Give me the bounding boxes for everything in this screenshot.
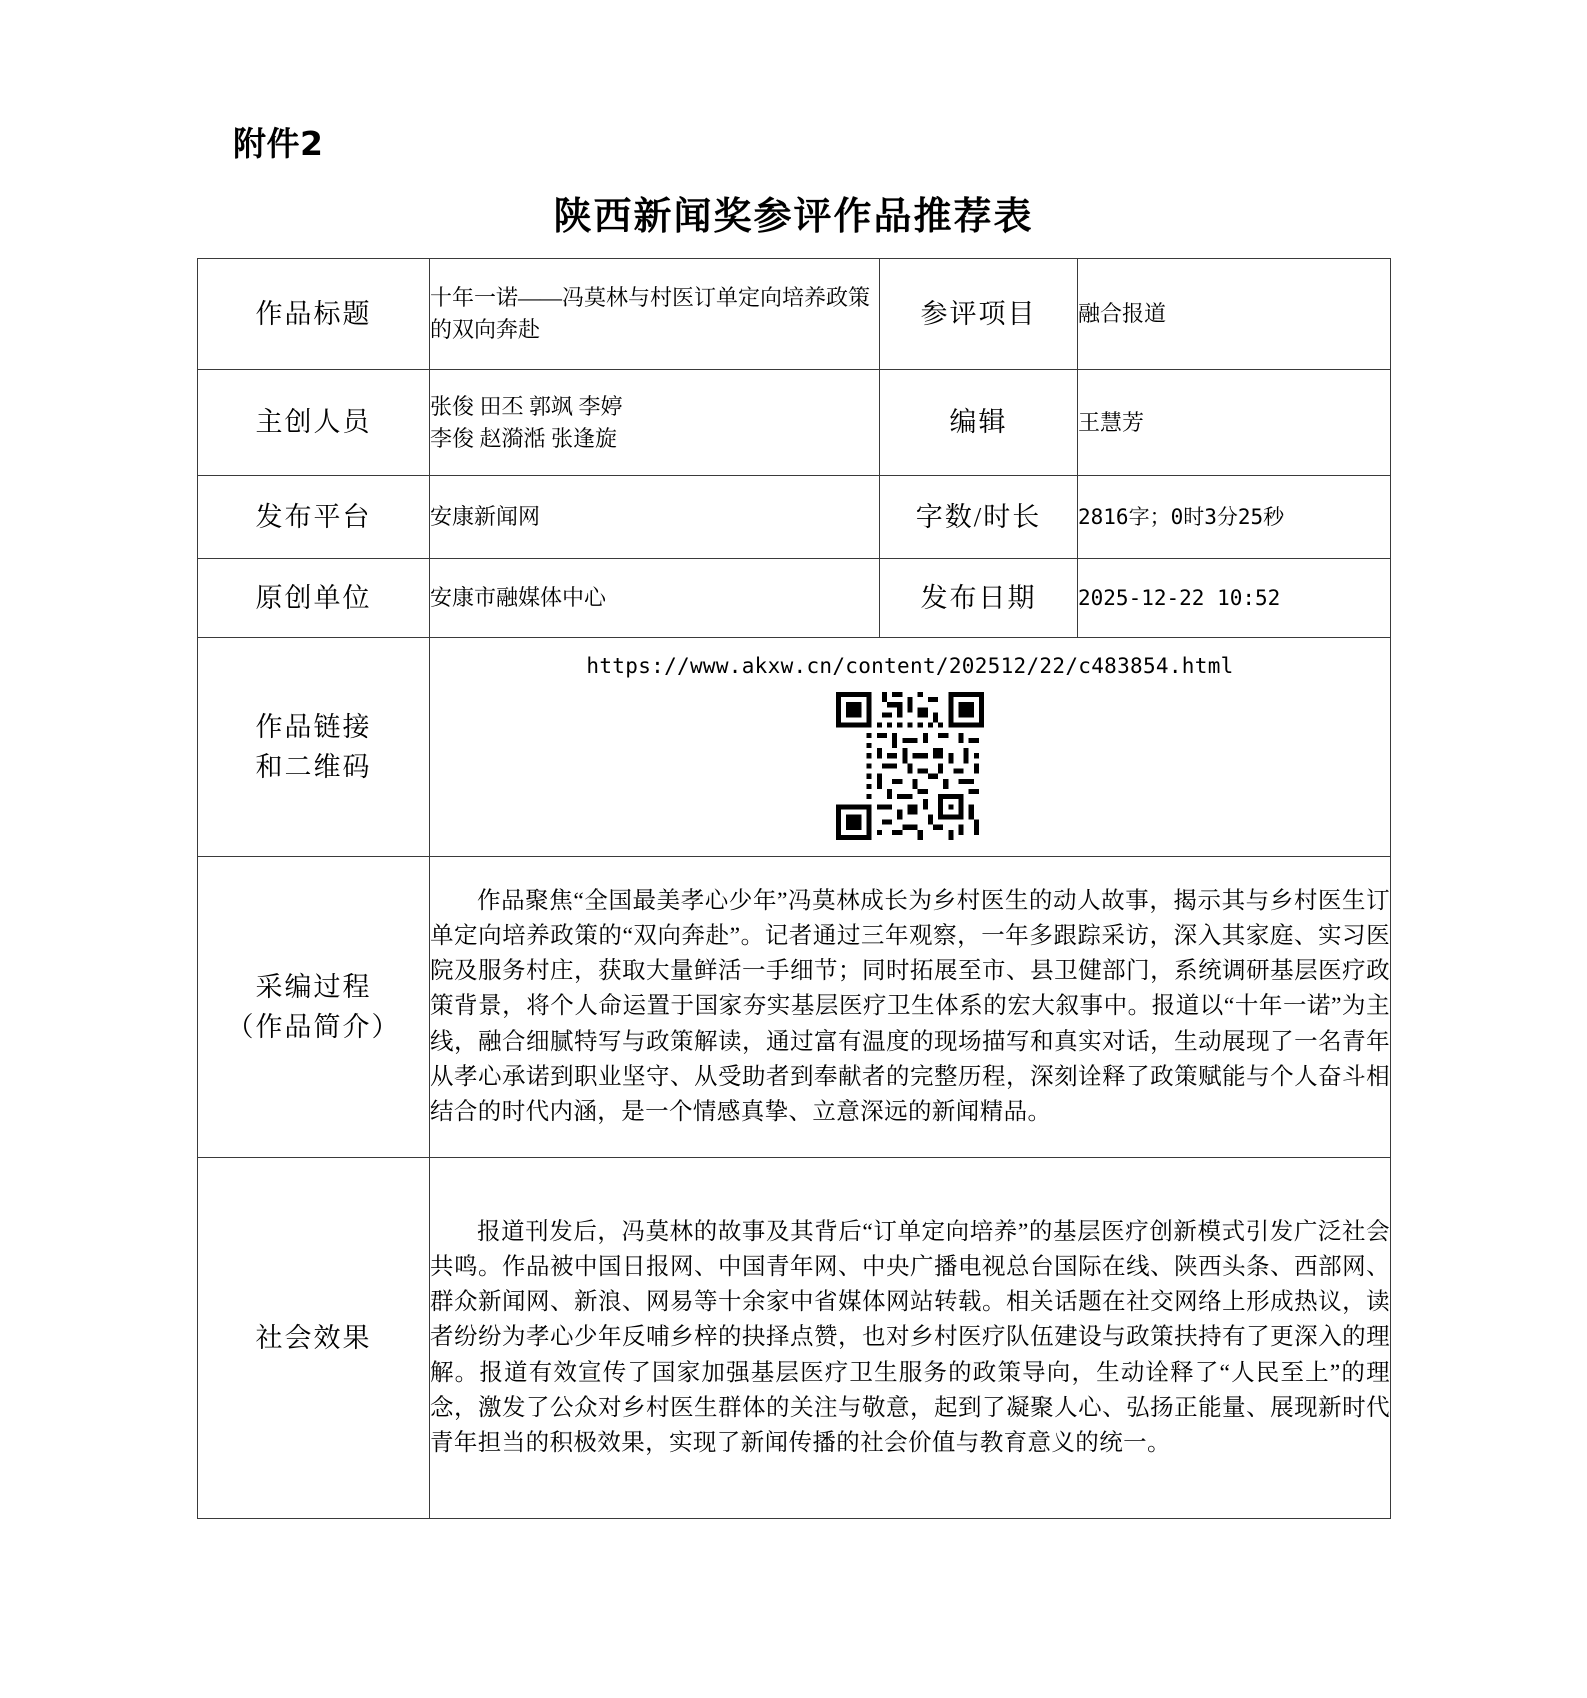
- table-row-link: [198, 638, 1391, 857]
- page-title: 陕西新闻奖参评作品推荐表: [553, 196, 1034, 238]
- category-label: 参评项目: [880, 259, 1078, 370]
- editor-value: 王慧芳: [1078, 370, 1391, 476]
- process-text: 作品聚焦“全国最美孝心少年”冯莫林成长为乡村医生的动人故事，揭示其与乡村医生订单定向培养政策的“双向奔赴”。记者通过三年观察，一年多跟踪采访，深入其家庭、实习医院及服务村庄，获取大量鲜活一手细节；同时拓展至市、县卫健部门，系统调研基层医疗政策背景，将个人命运置于国家夯实基层医疗卫生体系的宏大叙事中。报道以“十年一诺”为主线，融合细腻特写与政策解读，通过富有温度的现场描写和真实对话，生动展现了一名青年从孝心承诺到职业坚守、从受助者到奉献者的完整历程，深刻诠释了政策赋能与个人奋斗相结合的时代内涵，是一个情感真挚、立意深远的新闻精品。: [430, 857, 1391, 1158]
- platform-label: 发布平台: [198, 476, 430, 559]
- process-label: [198, 857, 430, 1158]
- link-label-line-2: 和二维码: [255, 752, 372, 782]
- table-row-effect: [198, 1158, 1391, 1519]
- effect-label: 社会效果: [198, 1158, 430, 1519]
- work-title-value: 十年一诺——冯莫林与村医订单定向培养政策的双向奔赴: [430, 259, 880, 370]
- platform-value: 安康新闻网: [430, 476, 880, 559]
- attachment-label: 附件2: [233, 124, 324, 163]
- recommendation-table: [197, 258, 1391, 1519]
- effect-text: 报道刊发后，冯莫林的故事及其背后“订单定向培养”的基层医疗创新模式引发广泛社会共鸣。作品被中国日报网、中国青年网、中央广播电视总台国际在线、陕西头条、西部网、群众新闻网、新浪、网易等十余家中省媒体网站转载。相关话题在社交网络上形成热议，读者纷纷为孝心少年反哺乡梓的抉择点赞，也对乡村医疗队伍建设与政策扶持有了更深入的理解。报道有效宣传了国家加强基层医疗卫生服务的政策导向，生动诠释了“人民至上”的理念，激发了公众对乡村医生群体的关注与敬意，起到了凝聚人心、弘扬正能量、展现新时代青年担当的积极效果，实现了新闻传播的社会价值与教育意义的统一。: [430, 1158, 1391, 1519]
- table-row-process: [198, 857, 1391, 1158]
- publish-date-value: 2025-12-22 10:52: [1078, 559, 1391, 638]
- length-value: 2816字；0时3分25秒: [1078, 476, 1391, 559]
- length-label: 字数/时长: [880, 476, 1078, 559]
- table-row-creators: [198, 370, 1391, 476]
- creators-value: [430, 370, 880, 476]
- unit-value: 安康市融媒体中心: [430, 559, 880, 638]
- link-label: [198, 638, 430, 857]
- creators-label: 主创人员: [198, 370, 430, 476]
- qr-code-icon: [836, 692, 984, 840]
- category-value: 融合报道: [1078, 259, 1391, 370]
- table-row-unit: [198, 559, 1391, 638]
- work-link-url[interactable]: https://www.akxw.cn/content/202512/22/c483854.html: [586, 654, 1234, 678]
- work-title-label: 作品标题: [198, 259, 430, 370]
- editor-label: 编辑: [880, 370, 1078, 476]
- creators-line-1: 张俊 田丕 郭飒 李婷: [430, 393, 623, 419]
- unit-label: 原创单位: [198, 559, 430, 638]
- table-row-platform: [198, 476, 1391, 559]
- link-label-line-1: 作品链接: [255, 711, 372, 742]
- table-row-title: [198, 259, 1391, 370]
- creators-line-2: 李俊 赵漪湉 张逢旋: [430, 425, 618, 451]
- process-label-line-2: （作品简介）: [226, 1012, 401, 1042]
- link-cell: [430, 638, 1391, 857]
- qr-code-wrap: [430, 692, 1390, 840]
- publish-date-label: 发布日期: [880, 559, 1078, 638]
- process-label-line-1: 采编过程: [255, 971, 372, 1002]
